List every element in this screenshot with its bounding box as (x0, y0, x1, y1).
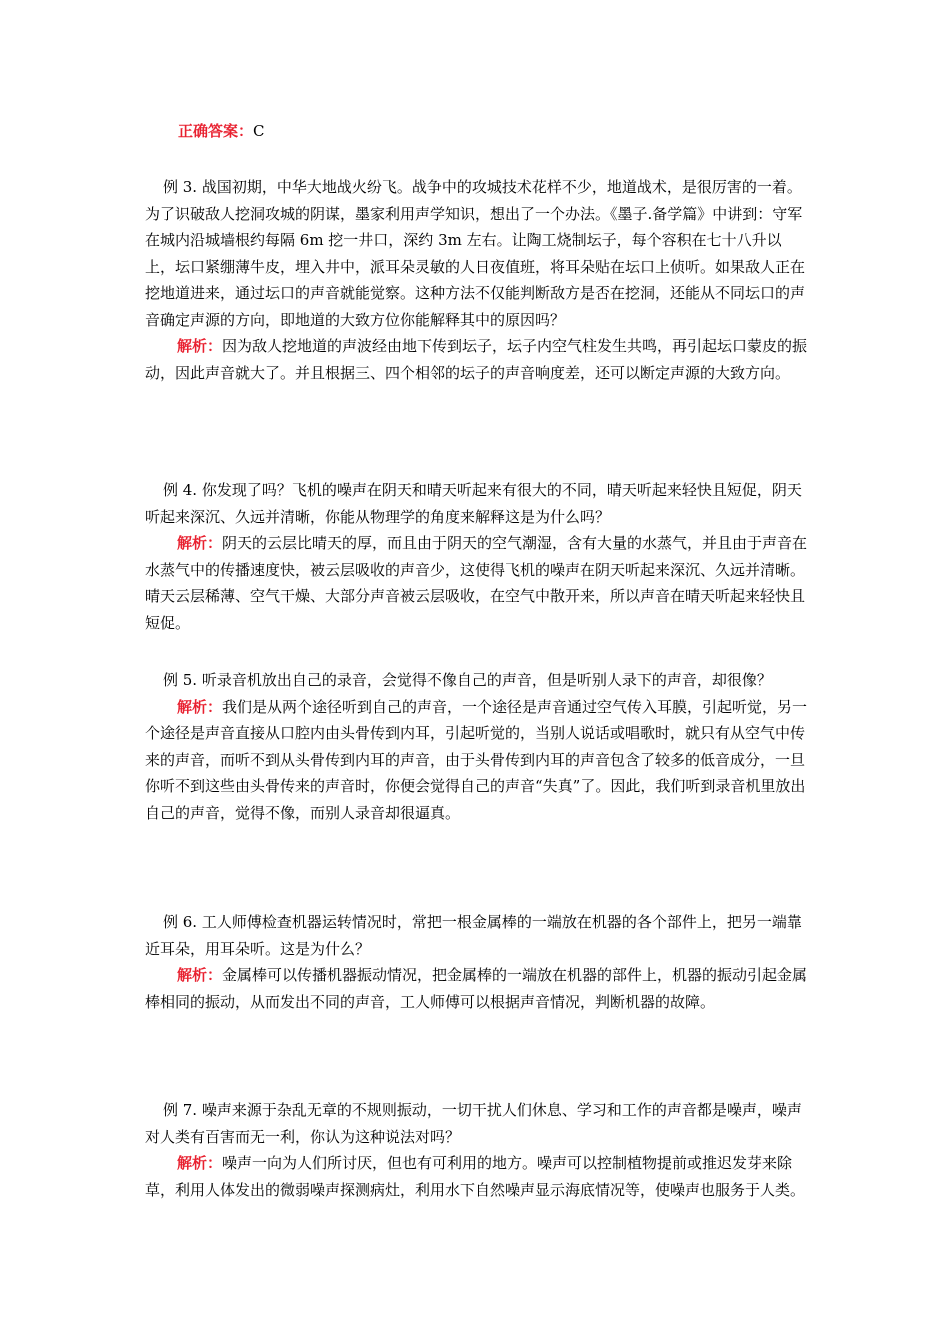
correct-answer-label: 正确答案： (178, 122, 254, 140)
correct-answer-line (178, 118, 265, 145)
analysis-text: 金属棒可以传播机器振动情况，把金属棒的一端放在机器的部件上，机器的振动引起金属棒相同的振动，从而发出不同的声音，工人师傅可以根据声音情况，判断机器的故障。 (145, 966, 808, 1011)
example-question: 例 6. 工人师傅检查机器运转情况时，常把一根金属棒的一端放在机器的各个部件上，把另一端靠近耳朵，用耳朵听。这是为什么？ (145, 913, 802, 958)
example-question: 例 7. 噪声来源于杂乱无章的不规则振动，一切干扰人们休息、学习和工作的声音都是噪声，噪声对人类有百害而无一利，你认为这种说法对吗？ (145, 1101, 802, 1146)
analysis-label: 解析： (177, 534, 223, 552)
example-6 (145, 909, 810, 1015)
analysis-text: 阴天的云层比晴天的厚，而且由于阴天的空气潮湿，含有大量的水蒸气，并且由于声音在水蒸气中的传播速度快，被云层吸收的声音少，这使得飞机的噪声在阴天听起来深沉、久远并清晰。晴天云层稀薄、空气干燥、大部分声音被云层吸收，在空气中散开来，所以声音在晴天听起来轻快且短促。 (145, 534, 808, 632)
analysis-text: 噪声一向为人们所讨厌，但也有可利用的地方。噪声可以控制植物提前或推迟发芽来除草，利用人体发出的微弱噪声探测病灶，利用水下自然噪声显示海底情况等，使噪声也服务于人类。 (145, 1154, 806, 1199)
correct-answer-value: C (253, 122, 265, 140)
analysis-label: 解析： (177, 966, 223, 984)
analysis-text: 因为敌人挖地道的声波经由地下传到坛子，坛子内空气柱发生共鸣，再引起坛口蒙皮的振动，因此声音就大了。并且根据三、四个相邻的坛子的声音响度差，还可以断定声源的大致方向。 (145, 337, 808, 382)
example-question: 例 3. 战国初期，中华大地战火纷飞。战争中的攻城技术花样不少，地道战术，是很厉害的一着。为了识破敌人挖洞攻城的阴谋，墨家利用声学知识，想出了一个办法。《墨子.备学篇》中讲到：守军在城内沿城墙根约每隔 6m 挖一井口，深约 3m 左右。让陶工烧制坛子，每个容积在七十八升以上，坛口紧绷薄牛皮，埋入井中，派耳朵灵敏的人日夜值班，将耳朵贴在坛口上侦听。如果敌人正在挖地道进来，通过坛口的声音就能觉察。这种方法不仅能判断敌方是否在挖洞，还能从不同坛口的声音确定声源的方向，即地道的大致方位你能解释其中的原因吗？ (145, 178, 806, 329)
example-4 (145, 477, 810, 636)
analysis-text: 我们是从两个途径听到自己的声音，一个途径是声音通过空气传入耳膜，引起听觉，另一个途径是声音直接从口腔内由头骨传到内耳，引起听觉的，当别人说话或唱歌时，就只有从空气中传来的声音，而听不到从头骨传到内耳的声音，由于头骨传到内耳的声音包含了较多的低音成分，一旦你听不到这些由头骨传来的声音时，你便会觉得自己的声音“失真”了。因此，我们听到录音机里放出自己的声音，觉得不像，而别人录音却很逼真。 (145, 697, 808, 822)
example-5 (145, 667, 810, 826)
example-analysis (145, 333, 810, 386)
example-analysis (145, 694, 810, 827)
analysis-label: 解析： (177, 337, 223, 355)
analysis-label: 解析： (177, 697, 223, 716)
analysis-label: 解析： (177, 1154, 223, 1172)
example-question: 例 5. 听录音机放出自己的录音，会觉得不像自己的声音，但是听别人录下的声音，却很像？ (163, 671, 772, 689)
example-7 (145, 1097, 810, 1203)
example-question: 例 4. 你发现了吗？飞机的噪声在阴天和晴天听起来有很大的不同，晴天听起来轻快且短促，阴天听起来深沉、久远并清晰，你能从物理学的角度来解释这是为什么吗？ (145, 481, 802, 526)
example-analysis (145, 530, 810, 636)
example-3 (145, 174, 810, 386)
example-analysis (145, 1150, 810, 1203)
example-analysis (145, 962, 810, 1015)
